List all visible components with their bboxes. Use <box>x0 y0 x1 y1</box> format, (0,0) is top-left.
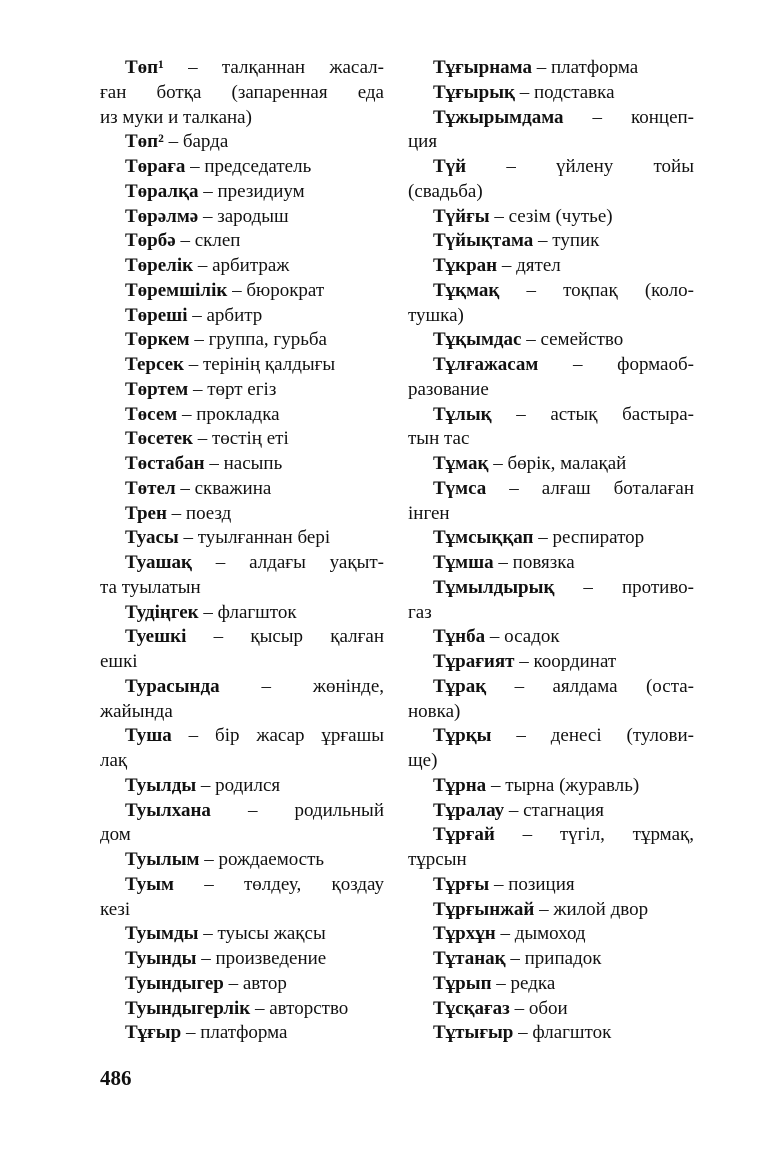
entry-line: (свадьба) <box>408 180 483 202</box>
entry-line <box>100 205 384 230</box>
entry-line <box>408 155 694 180</box>
headword: Төралқа <box>125 180 199 202</box>
headword: Тұрып <box>433 972 492 994</box>
dictionary-entry <box>100 997 384 1022</box>
definition: – авторство <box>250 997 349 1019</box>
entry-line: ция <box>408 131 438 153</box>
entry-line <box>100 56 384 81</box>
headword: Терсек <box>125 354 184 375</box>
entry-line <box>100 922 384 947</box>
dictionary-entry <box>100 625 384 675</box>
dictionary-entry <box>100 205 384 230</box>
dictionary-entry <box>408 873 694 898</box>
definition: – концеп- <box>563 106 694 128</box>
entry-line: ешкі <box>100 651 138 672</box>
dictionary-entry <box>100 551 384 601</box>
definition: – тупик <box>533 230 600 252</box>
headword: Тұғырнама <box>433 57 532 78</box>
entry-line <box>408 873 694 898</box>
definition: – барда <box>163 131 229 153</box>
entry-line <box>408 997 694 1022</box>
dictionary-entry <box>100 279 384 304</box>
entry-line <box>408 724 694 749</box>
definition: – қысыр қалған <box>186 626 384 648</box>
headword: Тұсқағаз <box>433 997 510 1019</box>
dictionary-entry <box>408 997 694 1022</box>
dictionary-entry <box>408 1021 694 1046</box>
headword: Туылды <box>125 774 197 796</box>
entry-line <box>100 947 384 972</box>
dictionary-entry <box>408 799 694 824</box>
headword: Трен <box>125 502 167 524</box>
definition: – произведение <box>196 948 327 969</box>
entry-line <box>408 353 694 378</box>
entry-line <box>408 947 694 972</box>
entry-line <box>100 997 384 1022</box>
dictionary-entry <box>408 576 694 626</box>
entry-line <box>408 56 694 81</box>
dictionary-entry <box>408 56 694 81</box>
entry-line <box>408 254 694 279</box>
dictionary-entry <box>100 724 384 774</box>
entry-line <box>100 724 384 749</box>
definition: – группа, гурьба <box>189 329 327 351</box>
entry-line <box>100 526 384 551</box>
dictionary-entry <box>408 353 694 403</box>
entry-line <box>100 477 384 502</box>
definition: – рождаемость <box>199 849 325 870</box>
definition: – сезім (чутье) <box>489 205 613 227</box>
entry-line: жайында <box>100 700 173 722</box>
definition: – тырна (журавль) <box>486 774 640 796</box>
definition: – туысы жақсы <box>198 923 326 945</box>
definition: – бөрік, малақай <box>488 453 627 474</box>
entry-line <box>100 502 384 527</box>
entry-line <box>100 452 384 477</box>
headword: Тұжырымдама <box>433 106 564 128</box>
definition: – флагшток <box>513 1022 612 1044</box>
definition: – арбитр <box>187 304 263 326</box>
dictionary-entry <box>100 922 384 947</box>
dictionary-entry <box>408 898 694 923</box>
dictionary-entry <box>408 254 694 279</box>
headword: Тұрғы <box>433 873 490 895</box>
entry-line <box>100 774 384 799</box>
left-column <box>100 56 384 1046</box>
dictionary-entry <box>100 452 384 477</box>
headword: Түйғы <box>433 205 490 227</box>
headword: Тұтанақ <box>433 948 506 969</box>
entry-line <box>100 378 384 403</box>
entry-line <box>408 922 694 947</box>
definition: – дятел <box>497 255 561 276</box>
headword: Төраға <box>125 156 186 177</box>
dictionary-entry <box>408 675 694 725</box>
dictionary-entry <box>100 328 384 353</box>
definition: – зародыш <box>198 205 289 227</box>
definition: – позиция <box>489 873 575 895</box>
definition: – платформа <box>531 57 639 78</box>
entry-line <box>100 873 384 898</box>
entry-line <box>100 427 384 452</box>
headword: Тұкран <box>433 255 498 276</box>
dictionary-entry <box>408 551 694 576</box>
headword: Төрелік <box>125 255 194 276</box>
definition: – противо- <box>554 576 694 598</box>
dictionary-entry <box>100 526 384 551</box>
dictionary-entry <box>408 403 694 453</box>
headword: Тұқымдас <box>433 329 522 351</box>
definition: – түгіл, тұрмақ, <box>494 824 694 846</box>
headword: Төстабан <box>125 453 205 474</box>
definition: – флагшток <box>198 601 297 623</box>
definition: – алғаш боталаған <box>486 477 694 499</box>
entry-line: ще) <box>408 750 438 771</box>
headword: Туым <box>125 873 175 895</box>
headword: Төркем <box>125 329 190 351</box>
definition: – прокладка <box>177 403 280 425</box>
dictionary-entry <box>100 254 384 279</box>
dictionary-entry <box>408 477 694 527</box>
headword: Түмса <box>433 477 487 499</box>
headword: Тұтығыр <box>433 1022 514 1044</box>
definition: – склеп <box>175 230 241 252</box>
headword: Тұнба <box>433 626 486 648</box>
dictionary-entry <box>100 799 384 849</box>
headword: Төп¹ <box>125 57 164 78</box>
entry-line <box>100 625 384 650</box>
headword: Тұрна <box>433 774 487 796</box>
page-number: 486 <box>100 1066 132 1090</box>
entry-line <box>408 650 694 675</box>
entry-line <box>408 229 694 254</box>
entry-line <box>408 625 694 650</box>
dictionary-entry <box>100 427 384 452</box>
entry-line <box>100 328 384 353</box>
dictionary-entry <box>100 675 384 725</box>
entry-line <box>408 452 694 477</box>
headword: Тұмша <box>433 552 494 573</box>
entry-line <box>100 675 384 700</box>
dictionary-entry <box>100 378 384 403</box>
dictionary-entry <box>100 56 384 130</box>
entry-line <box>100 229 384 254</box>
definition: – председатель <box>185 156 312 177</box>
definition: – астық бастыра- <box>491 403 694 425</box>
definition: – аялдама (оста- <box>486 675 694 697</box>
dictionary-entry <box>408 724 694 774</box>
definition: – семейство <box>521 329 624 351</box>
headword: Тұғыр <box>125 1022 182 1044</box>
dictionary-entry <box>408 625 694 650</box>
entry-line <box>408 477 694 502</box>
definition: – редка <box>491 972 556 994</box>
entry-line: тұрсын <box>408 849 467 870</box>
entry-line <box>408 205 694 230</box>
definition: – бір жасар ұрғашы <box>171 725 384 747</box>
dictionary-entry <box>408 229 694 254</box>
dictionary-entry <box>100 848 384 873</box>
entry-line <box>408 106 694 131</box>
dictionary-entry <box>100 774 384 799</box>
entry-line <box>100 551 384 576</box>
dictionary-entry <box>100 130 384 155</box>
definition: – терінің қалдығы <box>184 354 336 375</box>
headword: Тұрғынжай <box>433 898 535 920</box>
dictionary-entry <box>408 328 694 353</box>
definition: – осадок <box>485 626 560 648</box>
definition: – родился <box>196 774 281 796</box>
headword: Тұрхұн <box>433 923 496 945</box>
definition: – респиратор <box>533 527 645 549</box>
headword: Туылхана <box>125 799 211 821</box>
headword: Туындыгерлік <box>125 997 251 1019</box>
dictionary-entry <box>100 477 384 502</box>
headword: Туша <box>125 725 172 747</box>
entry-line <box>100 799 384 824</box>
headword: Туасы <box>125 527 179 549</box>
entry-line <box>408 774 694 799</box>
definition: – повязка <box>493 552 575 573</box>
entry-line <box>408 526 694 551</box>
definition: – үйлену тойы <box>466 156 694 177</box>
headword: Төсем <box>125 403 178 425</box>
dictionary-entry <box>100 304 384 329</box>
definition: – координат <box>514 651 617 672</box>
definition: – припадок <box>505 948 602 969</box>
dictionary-entry <box>100 947 384 972</box>
dictionary-entry <box>100 155 384 180</box>
entry-line <box>408 972 694 997</box>
entry-line <box>408 279 694 304</box>
headword: Тудіңгек <box>125 601 199 623</box>
entry-line: тушка) <box>408 304 464 326</box>
definition: – автор <box>223 972 287 994</box>
headword: Туылым <box>125 849 200 870</box>
headword: Төремшілік <box>125 279 228 301</box>
definition: – туылғаннан бері <box>178 527 331 549</box>
definition: – подставка <box>514 81 615 103</box>
dictionary-entry <box>408 774 694 799</box>
entry-line: інген <box>408 502 450 524</box>
dictionary-entry <box>100 873 384 923</box>
headword: Тұмсыққап <box>433 527 534 549</box>
dictionary-entry <box>100 1021 384 1046</box>
headword: Төсетек <box>125 428 193 450</box>
headword: Тұмылдырық <box>433 576 555 598</box>
definition: – жилой двор <box>534 898 649 920</box>
entry-line <box>100 601 384 626</box>
entry-line: кезі <box>100 898 131 920</box>
headword: Тұрағият <box>433 651 515 672</box>
entry-line: ған ботқа (запаренная еда <box>100 81 384 103</box>
entry-line <box>100 279 384 304</box>
headword: Төтел <box>125 477 176 499</box>
dictionary-entry <box>100 353 384 378</box>
definition: – төрт егіз <box>188 378 277 400</box>
entry-line <box>100 180 384 205</box>
headword: Тұлғажасам <box>433 354 539 375</box>
entry-line <box>408 551 694 576</box>
dictionary-entry <box>408 947 694 972</box>
entry-line <box>408 1021 694 1046</box>
right-column <box>408 56 694 1046</box>
dictionary-entry <box>100 403 384 428</box>
definition: – дымоход <box>495 923 586 945</box>
definition: – талқаннан жасал- <box>163 57 384 78</box>
headword: Түй <box>433 156 467 177</box>
headword: Тұлық <box>433 403 492 425</box>
entry-line <box>100 972 384 997</box>
headword: Туашақ <box>125 552 192 573</box>
entry-line <box>100 155 384 180</box>
headword: Түйықтама <box>433 230 534 252</box>
definition: – денесі (тулови- <box>491 725 694 747</box>
entry-line: новка) <box>408 700 461 722</box>
entry-line <box>408 898 694 923</box>
entry-line <box>408 576 694 601</box>
definition: – арбитраж <box>193 255 290 276</box>
headword: Туындыгер <box>125 972 224 994</box>
dictionary-entry <box>408 452 694 477</box>
definition: – төлдеу, қоздау <box>174 873 384 895</box>
headword: Тұғырық <box>433 81 515 103</box>
definition: – формаоб- <box>538 354 694 375</box>
dictionary-entry <box>408 106 694 156</box>
headword: Тұрақ <box>433 675 487 697</box>
entry-line <box>408 823 694 848</box>
entry-line <box>100 353 384 378</box>
entry-line <box>100 848 384 873</box>
definition: – насыпь <box>204 453 283 474</box>
dictionary-entry <box>100 180 384 205</box>
dictionary-entry <box>408 650 694 675</box>
dictionary-entry <box>408 972 694 997</box>
headword: Төрбә <box>125 230 176 252</box>
dictionary-entry <box>100 229 384 254</box>
headword: Турасында <box>125 675 220 697</box>
definition: – платформа <box>181 1022 288 1044</box>
entry-line <box>408 403 694 428</box>
definition: – алдағы уақыт- <box>191 552 384 573</box>
dictionary-entry <box>408 205 694 230</box>
dictionary-entry <box>408 279 694 329</box>
entry-line: тын тас <box>408 428 470 450</box>
definition: – президиум <box>198 180 305 202</box>
headword: Төрәлмә <box>125 205 199 227</box>
dictionary-entry <box>408 155 694 205</box>
entry-line <box>408 799 694 824</box>
headword: Туынды <box>125 948 197 969</box>
definition: – жөнінде, <box>219 675 384 697</box>
headword: Туешкі <box>125 626 187 648</box>
dictionary-entry <box>408 823 694 873</box>
entry-line: дом <box>100 824 131 846</box>
entry-line: из муки и талкана) <box>100 106 252 128</box>
definition: – родильный <box>210 799 384 821</box>
entry-line <box>100 1021 384 1046</box>
headword: Тұмақ <box>433 453 489 474</box>
entry-line: газ <box>408 601 432 623</box>
entry-line <box>100 130 384 155</box>
entry-line: та туылатын <box>100 576 201 598</box>
entry-line <box>408 328 694 353</box>
dictionary-entry <box>100 972 384 997</box>
entry-line <box>100 304 384 329</box>
headword: Төреші <box>125 304 188 326</box>
definition: – стагнация <box>504 799 604 821</box>
headword: Тұқмақ <box>433 279 500 301</box>
definition: – обои <box>509 997 568 1019</box>
entry-line <box>100 403 384 428</box>
dictionary-entry <box>100 601 384 626</box>
definition: – тоқпақ (коло- <box>499 279 694 301</box>
headword: Төртем <box>125 378 189 400</box>
dictionary-entry <box>100 502 384 527</box>
entry-line <box>408 81 694 106</box>
definition: – скважина <box>175 477 272 499</box>
entry-line <box>100 254 384 279</box>
headword: Туымды <box>125 923 199 945</box>
definition: – поезд <box>166 502 232 524</box>
entry-line: разование <box>408 378 489 400</box>
headword: Тұралау <box>433 799 505 821</box>
definition: – төстің еті <box>192 428 289 450</box>
headword: Тұрғай <box>433 824 495 846</box>
headword: Тұрқы <box>433 725 492 747</box>
dictionary-entry <box>408 922 694 947</box>
entry-line: лақ <box>100 750 128 771</box>
entry-line <box>408 675 694 700</box>
definition: – бюрократ <box>227 279 325 301</box>
dictionary-entry <box>408 81 694 106</box>
dictionary-entry <box>408 526 694 551</box>
headword: Төп² <box>125 131 164 153</box>
